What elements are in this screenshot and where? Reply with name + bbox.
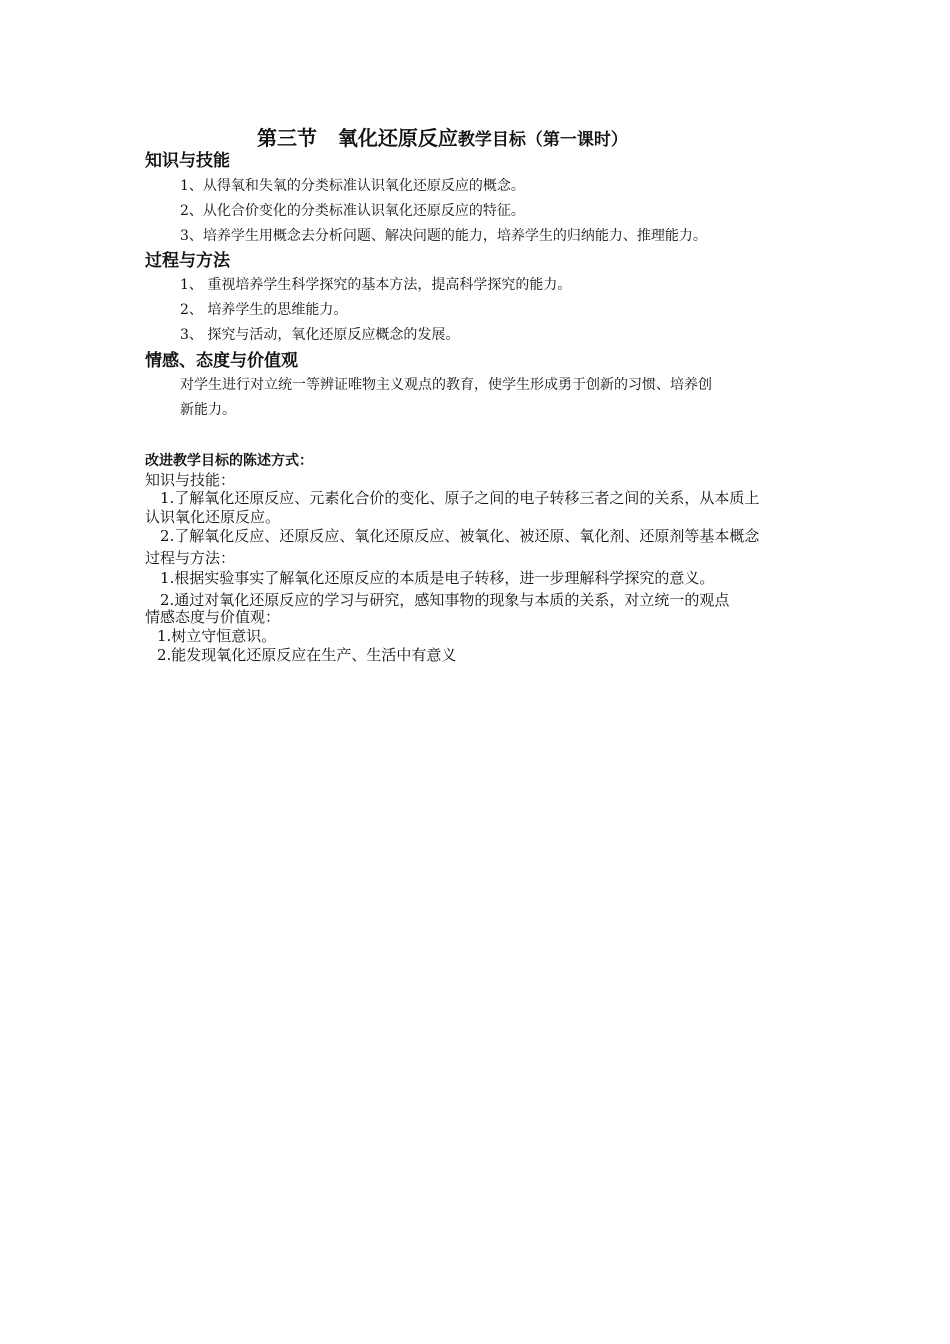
improved-line: 认识氧化还原反应。 xyxy=(145,508,281,526)
section-heading-knowledge: 知识与技能 xyxy=(145,151,230,171)
title-suffix: 教学目标（第一课时） xyxy=(457,130,628,150)
page-title xyxy=(257,128,628,149)
process-item-2: 2、 培养学生的思维能力。 xyxy=(180,302,348,318)
improved-heading: 改进教学目标的陈述方式： xyxy=(145,453,313,469)
title-main: 第三节 氧化还原反应 xyxy=(257,126,458,150)
section-heading-process: 过程与方法 xyxy=(145,251,230,271)
attitude-text-line-2: 新能力。 xyxy=(180,402,236,418)
improved-line: 2.了解氧化反应、还原反应、氧化还原反应、被氧化、被还原、氧化剂、还原剂等基本概念 xyxy=(160,527,760,545)
knowledge-item-1: 1、从得氧和失氧的分类标准认识氧化还原反应的概念。 xyxy=(180,178,525,194)
improved-line: 情感态度与价值观： xyxy=(145,608,281,626)
knowledge-item-2: 2、从化合价变化的分类标准认识氧化还原反应的特征。 xyxy=(180,203,525,219)
improved-line: 2.通过对氧化还原反应的学习与研究，感知事物的现象与本质的关系，对立统一的观点 xyxy=(160,591,730,609)
knowledge-item-3: 3、培养学生用概念去分析问题、解决问题的能力，培养学生的归纳能力、推理能力。 xyxy=(180,228,707,244)
process-item-3: 3、 探究与活动，氧化还原反应概念的发展。 xyxy=(180,327,460,343)
improved-line: 1.树立守恒意识。 xyxy=(157,627,277,645)
improved-line: 知识与技能： xyxy=(145,471,236,489)
section-heading-attitude: 情感、态度与价值观 xyxy=(145,351,298,371)
attitude-text-line-1: 对学生进行对立统一等辨证唯物主义观点的教育，使学生形成勇于创新的习惯、培养创 xyxy=(180,377,712,393)
improved-line: 过程与方法： xyxy=(145,549,236,567)
improved-line: 1.了解氧化还原反应、元素化合价的变化、原子之间的电子转移三者之间的关系，从本质上 xyxy=(160,489,760,507)
process-item-1: 1、 重视培养学生科学探究的基本方法，提高科学探究的能力。 xyxy=(180,277,572,293)
improved-line: 2.能发现氧化还原反应在生产、生活中有意义 xyxy=(157,646,457,664)
improved-line: 1.根据实验事实了解氧化还原反应的本质是电子转移，进一步理解科学探究的意义。 xyxy=(160,569,715,587)
